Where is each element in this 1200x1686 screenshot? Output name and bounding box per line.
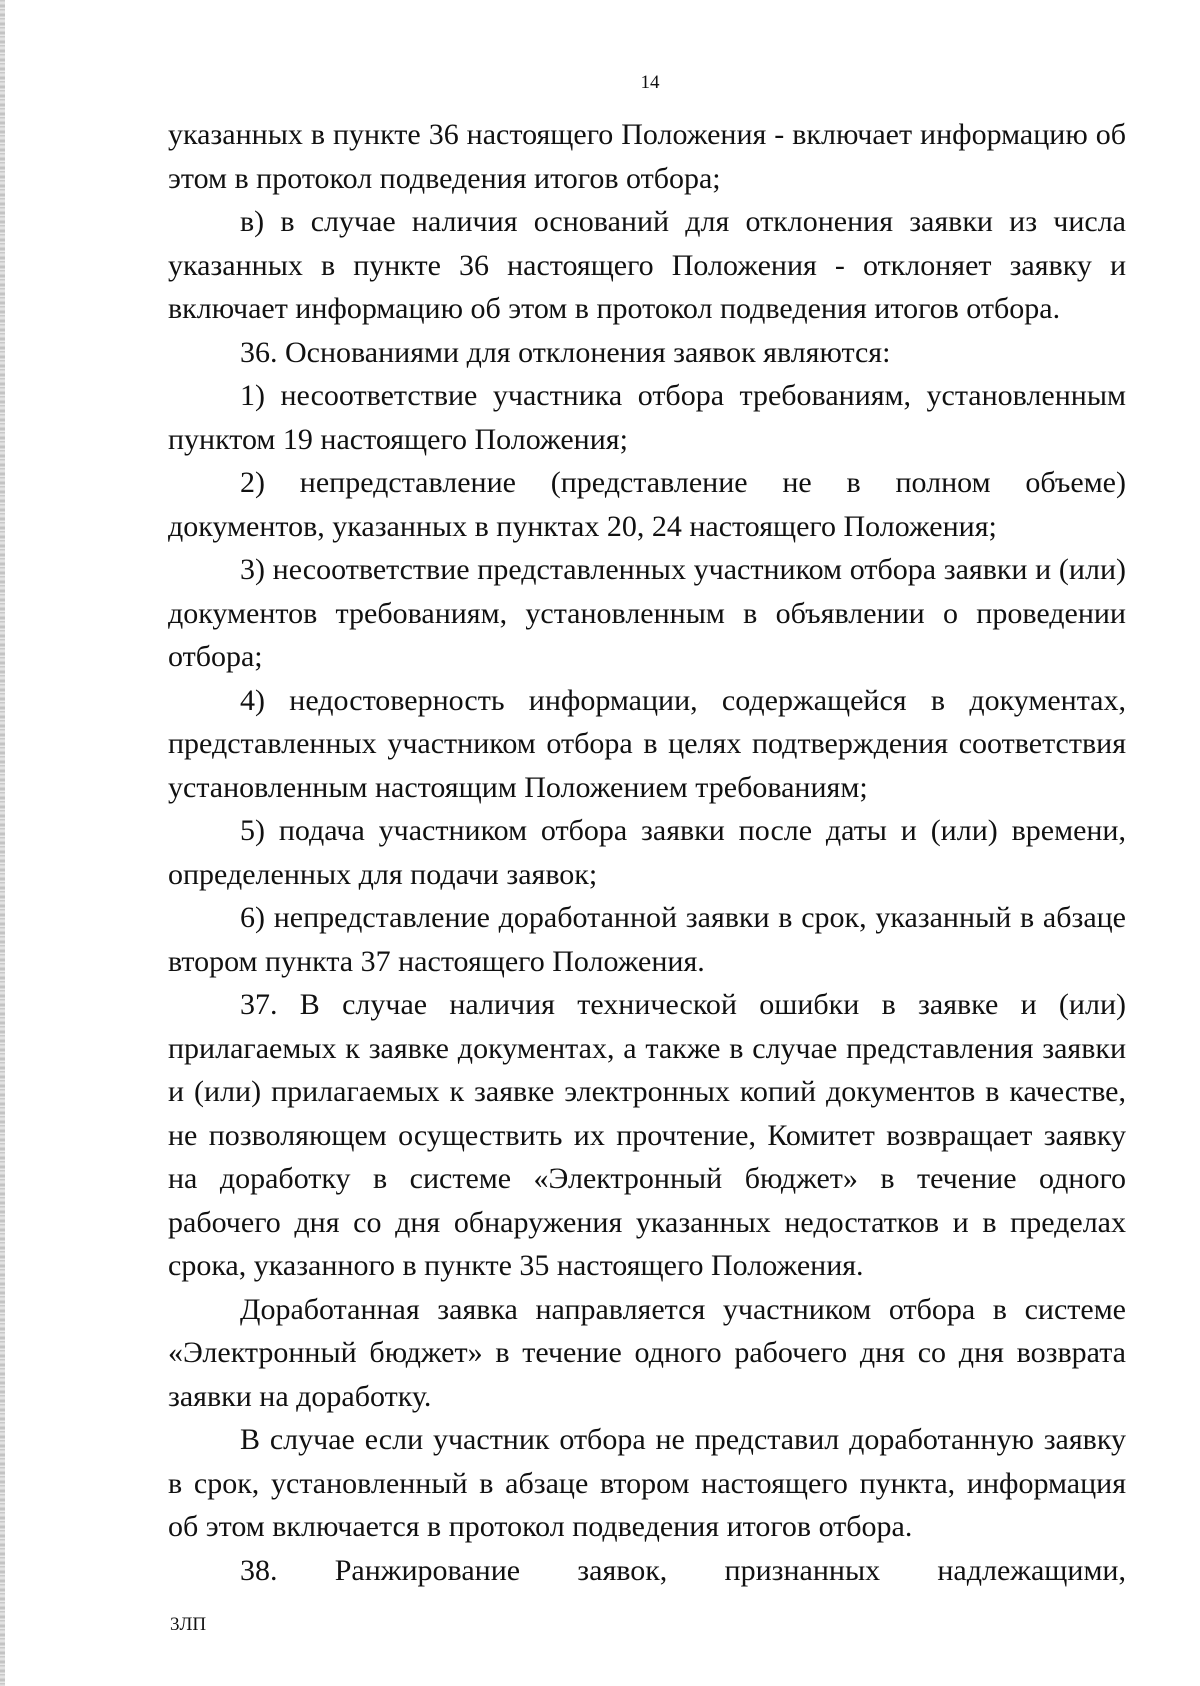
paragraph-item-3: 3) несоответствие представленных участником отбора заявки и (или) документов требованиям, установленным в объявлении о проведении отбора; — [168, 553, 1126, 673]
document-body — [168, 113, 1126, 1592]
paragraph-item-5: 5) подача участником отбора заявки после даты и (или) времени, определенных для подачи заявок; — [168, 814, 1126, 891]
paragraph-not-submitted: В случае если участник отбора не представил доработанную заявку в срок, установленный в абзаце втором настоящего пункта, информация об этом включается в протокол подведения итогов отбора. — [168, 1423, 1126, 1543]
footer-mark: 3ЛП — [170, 1614, 207, 1635]
paragraph-clause-38: 38. Ранжирование заявок, признанных надлежащими, — [240, 1553, 1126, 1587]
paragraph-continuation: указанных в пункте 36 настоящего Положения - включает информацию об этом в протокол подведения итогов отбора; — [168, 118, 1126, 195]
paragraph-item-4: 4) недостоверность информации, содержащейся в документах, представленных участником отбора в целях подтверждения соответствия установленным настоящим Положением требованиям; — [168, 683, 1126, 804]
paragraph-clause-36: 36. Основаниями для отклонения заявок являются: — [240, 335, 891, 369]
paragraph-clause-37: 37. В случае наличия технической ошибки в заявке и (или) прилагаемых к заявке документах, а также в случае представления заявки и (или) прилагаемых к заявке электронных копий документов в качестве, не позволяющем осуществить их прочтение, Комитет возвращает заявку на доработку в системе «Электронный бюджет» в течение одного рабочего дня со дня обнаружения указанных недостатков и в пределах срока, указанного в пункте 35 настоящего Положения. — [168, 988, 1126, 1282]
paragraph-item-v: в) в случае наличия оснований для отклонения заявки из числа указанных в пункте 36 настоящего Положения - отклоняет заявку и включает информацию об этом в протокол подведения итогов отбора. — [168, 205, 1126, 325]
paragraph-item-2: 2) непредставление (представление не в полном объеме) документов, указанных в пунктах 20, 24 настоящего Положения; — [168, 466, 1126, 543]
paragraph-item-1: 1) несоответствие участника отбора требованиям, установленным пунктом 19 настоящего Положения; — [168, 379, 1126, 456]
paragraph-item-6: 6) непредставление доработанной заявки в срок, указанный в абзаце втором пункта 37 настоящего Положения. — [168, 901, 1126, 978]
paragraph-revised-application: Доработанная заявка направляется участником отбора в системе «Электронный бюджет» в течение одного рабочего дня со дня возврата заявки на доработку. — [168, 1292, 1126, 1413]
page-number: 14 — [640, 72, 660, 93]
scan-edge — [0, 0, 5, 1686]
